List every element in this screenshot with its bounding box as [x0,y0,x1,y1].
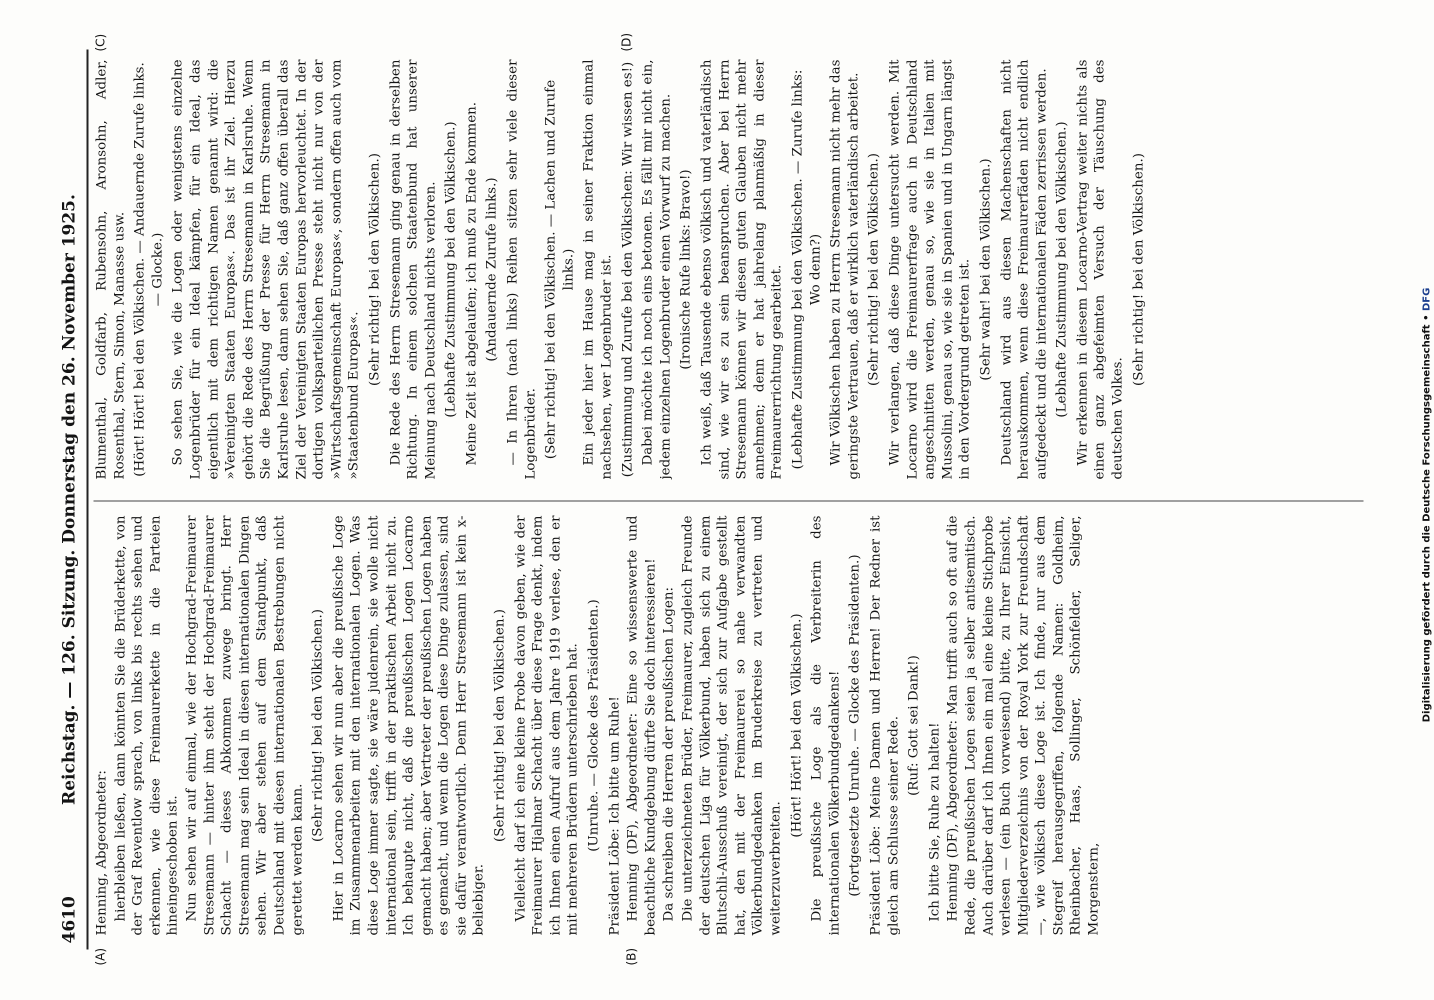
paragraph: Henning (DF), Abgeordneter: Eine so wissenswerte und beachtliche Kundgebung dürfte Sie doch interessieren! [625,515,659,936]
interjection: (Zustimmung und Zurufe bei den Völkischen: Wir wissen es!) [620,61,636,478]
interjection: (Ruf: Gott sei Dank!) [906,655,922,796]
interjection: (Andauernde Zurufe links.) [484,177,500,362]
interjection: (Sehr richtig! bei den Völkischen.) [866,153,882,386]
interjection: (Unruhe. — Glocke des Präsidenten.) [586,599,602,852]
paragraph: Die Rede des Herrn Stresemann ging genau in derselben Richtung. In einem solchen Staatenbund hat unserer Meinung nach Deutschland nichts verloren. [388,59,439,480]
paragraph: Ein jeder hier im Hause mag in seiner Fraktion einmal nachsehen, wer Logenbruder ist. [581,59,615,480]
interjection: (Hört! Hört! bei den Völkischen.) [789,613,805,838]
paragraph: Dabei möchte ich noch eins betonen. Es fällt mir nicht ein, jedem einzelnen Logenbruder einen Vorwurf zu machen. [640,59,674,480]
interjection: (Lebhafte Zustimmung bei den Völkischen. — Zurufe links: Wo denn?) [790,69,824,470]
paragraph: hierbleiben ließen, dann könnten Sie die Brüderkette, von der Graf Reventlow sprach, von links bis rechts sehen und erkennen, wie diese Freimaurerkette in die Parteien hineingeschoben ist. [113,515,181,936]
paragraph: So sehen Sie, wie die Logen oder wenigstens einzelne Logenbrüder für ein Ideal kämpfen, für ein Ideal, das eigentlich mit dem richtigen Namen genannt wird: die »Vereinigten Staaten Europas«. Das ist ihr Ziel. Hierzu gehört die Rede des Herrn Stresemann in Karlsruhe. Wenn Sie die Begrüßung der Presse für Herrn Stresemann in Karlsruhe lesen, dann sehen Sie, daß ganz offen überall das Ziel der Vereinigten Staaten Europas hervorleuchtet. In der dortigen volksparteilichen Presse steht nicht nur von der »Wirtschaftsgemeinschaft Europas«, sondern offen auch vom »Staatenbund Europas«. [170,59,362,480]
interjection: (Sehr richtig! bei den Völkischen. — Lachen und Zurufe links.) [543,79,577,460]
paragraph: — In Ihren (nach links) Reihen sitzen sehr viele dieser Logenbrüder. [505,59,539,480]
paragraph: Wir verlangen, daß diese Dinge untersucht werden. Mit Locarno wird die Freimaurerfrage auch in Deutschland angeschnitten werden, genau so, wie sie in Italien mit Mussolini, genau so, wie sie in Spanien und in Ungarn längst in den Vordergrund getreten ist. [887,59,973,480]
margin-marker-c: (C) [93,33,108,52]
interjection: (Lebhafte Zustimmung bei den Völkischen.) [443,121,459,418]
interjection: (Fortgesetzte Unruhe. — Glocke des Präsidenten.) [847,554,863,897]
interjection: (Sehr richtig! bei den Völkischen.) [492,609,508,842]
dfg-logo: DFG [1421,287,1433,311]
header-rule [87,50,89,950]
running-title: Reichstag. — 126. Sitzung. Donnerstag den 26. November 1925. [59,194,80,805]
paragraph: Nun sehen wir auf einmal, wie der Hochgrad-Freimaurer Stresemann — hinter ihm steht der Hochgrad-Freimaurer Schacht — dieses Abkommen zuwege bringt. Herr Stresemann mag sein Ideal in diesen internationalen Dingen sehen. Wir aber stehen auf dem Standpunkt, daß Deutschland mit diesen internationalen Bestrebungen nicht gerettet werden kann. [184,515,306,936]
column-divider [94,501,1364,502]
interjection: (Ironische Rufe links: Bravo!) [678,169,694,370]
paragraph: Ich weiß, daß Tausende ebenso völkisch und vaterländisch sind, wie wir es zu sein beanspruchen. Aber bei Herrn Stresemann können wir diesen guten Glauben nicht mehr annehmen; denn er hat jahrelang planmäßig in dieser Freimaurerrichtung gearbeitet. [699,59,785,480]
paragraph: Hier in Locarno sehen wir nun aber die preußische Loge im Zusammenarbeiten mit den internationalen Logen. Was diese Loge immer sagte, sie wäre judenrein, sie wolle nicht international sein, trifft in der praktischen Arbeit nicht zu. Ich behaupte nicht, daß die preußischen Logen Locarno gemacht haben; aber Vertreter der preußischen Logen haben es gemacht, und wenn die Logen diese Dinge zulassen, sind sie dafür verantwortlich. Denn Herr Stresemann ist kein x-beliebiger. [331,515,487,936]
margin-marker-d: (D) [619,32,634,52]
president-remark: Präsident Löbe: Meine Damen und Herren! Der Redner ist gleich am Schlusse seiner Rede. [868,515,902,936]
interjection: (Lebhafte Zustimmung bei den Völkischen.) [1054,121,1070,418]
interjection: (Sehr wahr! bei den Völkischen.) [978,158,994,381]
paragraph: Da schreiben die Herren der preußischen Logen: [661,587,677,922]
paragraph: Henning (DF), Abgeordneter: Man trifft auch so oft auf die Rede, die preußischen Logen seien ja selber antisemitisch. Auch darüber darf ich Ihnen ein mal eine kleine Stichprobe verlesen — (ein Buch vorweisend) bitte, zu Ihrer Einsicht, Mitgliederverzeichnis von der Royal York zur Freundschaft —, wie völkisch diese Loge ist. Ich finde, nur aus dem Stegreif herausgegriffen, folgende Namen: Goldheim, Rheinbacher, Haas, Sollinger, Schönfelder, Seliger, Morgenstern, [945,515,1102,936]
left-text-column [94,516,1374,936]
paragraph: Blumenthal, Goldfarb, Rubensohn, Aronsohn, Adler, Rosenthal, Stern, Simon, Manasse usw. [94,59,128,480]
interjection: (Sehr richtig! bei den Völkischen.) [310,609,326,842]
paragraph: Wir Völkischen haben zu Herrn Stresemann nicht mehr das geringste Vertrauen, daß er wirklich vaterländisch arbeitet. [828,59,862,480]
running-header [60,50,84,950]
paragraph: Wir erkennen in diesem Locarno-Vertrag weiter nichts als einen ganz abgefeimten Versuch der Täuschung des deutschen Volkes. [1075,59,1126,480]
interjection: (Sehr richtig! bei den Völkischen.) [367,153,383,386]
paragraph: Meine Zeit ist abgelaufen; ich muß zu Ende kommen. [464,101,480,466]
president-remark: Präsident Löbe: Ich bitte um Ruhe! [607,696,623,936]
page-number: 4610 [59,896,80,944]
paragraph: Die preußische Loge als die Verbreiterin des internationalen Völkerbundgedankens! [809,515,843,936]
interjection: (Sehr richtig! bei den Völkischen.) [1131,153,1147,386]
right-text-column [94,60,1374,480]
paragraph: Die unterzeichneten Brüder, Freimaurer, zugleich Freunde der deutschen Liga für Völkerbund, haben sich zu einem Blutschli-Ausschuß vereinigt, der sich zur Aufgabe gestellt hat, den mit der Freimaurerei so nahe verwandten Völkerbundgedanken im Bruderkreise zu vertreten und weiterzuverbreiten. [680,515,784,936]
interjection: (Hört! Hört! bei den Völkischen. — Andauernde Zurufe links. — Glocke.) [132,62,166,477]
credit-text: Digitalisierung gefördert durch die Deutsche Forschungsgemeinschaft • [1421,314,1433,722]
paragraph: Deutschland wird aus diesen Machenschaften nicht herauskommen, wenn diese Freimaurerfäden nicht endlich aufgedeckt und die internationalen Fäden zerrissen werden. [999,59,1050,480]
paragraph: Ich bitte Sie, Ruhe zu halten! [927,722,943,922]
rotated-document-page [59,32,1385,966]
digitization-credit [1420,12,1434,997]
credit-text-line [1422,287,1433,722]
paragraph: Henning, Abgeordneter: [94,770,110,936]
margin-marker-b: (B) [624,947,639,966]
paragraph: Vielleicht darf ich eine kleine Probe davon geben, wie der Freimaurer Hjalmar Schacht über diese Frage denkt, indem ich Ihnen einen Aufruf aus dem Jahre 1919 verlese, den er mit mehreren Brüdern unterschrieben hat. [513,515,581,936]
margin-marker-a: (A) [93,947,108,966]
